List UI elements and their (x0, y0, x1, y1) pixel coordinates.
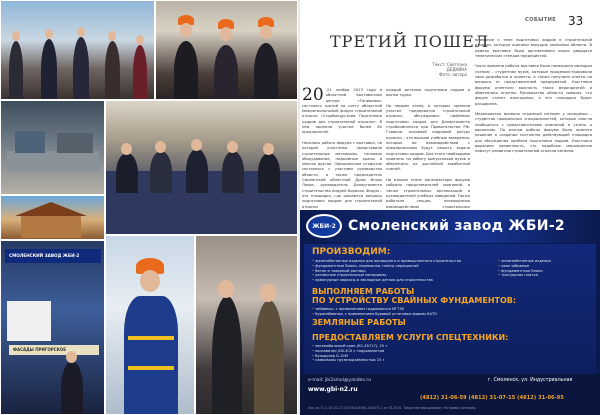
expo-banner-text: СМОЛЕНСКИЙ ЗАВОД ЖБИ-2 (9, 253, 80, 258)
piles-list (312, 307, 582, 317)
list-item: • фундаментные блоки, перемычки, плиты перекрытий (312, 264, 482, 269)
company-website: www.gbi-n2.ru (308, 386, 358, 393)
list-item: • буронабивных, с применением буровой установки фирмы КАТО (312, 312, 582, 317)
column-1-text: -21 ноября 2013 года в областном выставочном центре «Тенишевы» состоялся третий по счёту областной межрегиональный форум строительной отрасли «Стройиндустрия. Подготовка кадров для строительной отрасли». В нём приняли участие более 80 предприятий. Началась работа форума с выставки, на которой участники представили строительные материалы, тепловое оборудование, подъемные краны и многое другое. Официальное открытие состоялось с участием руководства области, а также председатель Смоленской областной Думы Игорь Ляхов, руководитель Департамента строительства Андрей Борисов. Форум – это площадка, где решаются вопросы подготовки кадров для строительной отрасли (302, 88, 382, 209)
article-column-2: каждой деталью подготовки кадров и рынка труда. На первом этапе, в котором приняли участие предприятия строительной отрасли, обсуждались проблемы подготовки кадров для Департамента стройкомплекса при Правительстве РФ. Главное: основной кадровый ресурс отрасли – это высшие учебные заведения, которые во взаимодействии с предприятиями будут решать задачи подготовки кадров. Для этого необходимо привлечь на работу выпускников вузов и обеспечить их достойной заработной платой. На втором этапе организаторы форума собрали представителей компаний, а также строительных организаций и руководителей учебных заведений. Также работала секция, посвящённая взаимодействию строительных (386, 88, 470, 209)
list-item: • сваи забивные (498, 264, 593, 269)
photo-ceremony (0, 0, 155, 100)
list-item: • экскаватор JCB-3CX с гидромолотом (312, 349, 582, 354)
photo-expo-stand (0, 240, 105, 415)
page-number: 33 (568, 14, 584, 28)
ad-footer (300, 374, 600, 415)
earthworks-title: ЗЕМЛЯНЫЕ РАБОТЫ (312, 318, 406, 327)
photo-worker-mannequin (105, 235, 195, 415)
advertisement (300, 210, 600, 415)
list-item: • бетон и товарный раствор (312, 269, 482, 274)
section-tag: СОБЫТИЕ (525, 17, 557, 23)
piles-title-1: ВЫПОЛНЯЕМ РАБОТЫ (312, 287, 415, 296)
list-item: • фундаментные блоки (498, 269, 593, 274)
photo-conversation (195, 235, 298, 415)
list-item: • самосвалы грузоподъёмностью 15 т (312, 358, 582, 363)
photo-model-house (0, 195, 105, 240)
photo-women-helmets (155, 0, 298, 100)
expo-sign-text: ФАСАДЫ ПРИГОРСКОЕ (13, 347, 67, 352)
company-name: Смоленский завод ЖБИ-2 (348, 218, 565, 234)
list-item: • арматурные каркасы и закладные детали для строительства (312, 278, 482, 283)
company-logo (306, 214, 342, 238)
article-column-1 (302, 85, 382, 210)
production-title: ПРОИЗВОДИМ: (312, 247, 391, 257)
company-phones: (4812) 31-06-59 (4812) 31-07-15 (4812) 31-06-95 (420, 395, 564, 401)
list-item: • автомобильный кран (КС-45717), 25 т (312, 344, 582, 349)
list-item: • бульдозер Б-10М (312, 354, 582, 359)
photo-credit-line: Фото: автора (439, 72, 467, 77)
production-list-left (312, 259, 482, 283)
article-credits (427, 62, 467, 77)
drop-cap: 20 (302, 85, 324, 105)
piles-title-2: ПО УСТРОЙСТВУ СВАЙНЫХ ФУНДАМЕНТОВ: (312, 296, 517, 305)
list-item: • железобетонные изделия для жилищного и промышленного строительства (312, 259, 482, 264)
logo-text: ЖБИ-2 (312, 222, 336, 230)
photo-audience (105, 100, 298, 235)
ad-header (300, 210, 600, 243)
list-item: • тротуарная плитка (498, 273, 593, 278)
company-address: г. Смоленск, ул. Индустриальная (488, 378, 573, 383)
ad-legal-note: Лиц. № ГС-1-67-02-27-0-6731026361-000275-1 от 03.2010. Товар сертифицирован. На правах рекламы. (308, 406, 477, 410)
article-column-3: внимание к теме подготовки кадров в строительной отрасли, которую оценили ведущие компании области. В рамках выставки было организовано около двадцати тематических стендов предприятий. Часть времени работы выставки была посвящена молодым ученым – студентам вузов, которые продемонстрировали свои разработки и проекты, а также получили ответы на вопросы от представителей предприятий. Участники форума отметили важность таких мероприятий и обменялись опытом. Руководство области заявило, что форум станет ежегодным, а его площадка будет расширена. Мероприятие вызвало огромный интерес у молодёжи – студентов профильных специальностей, которые смогли пообщаться с представителями компаний и узнать о вакансиях. По итогам работы форума было принято решение о создании постоянно действующей площадки для обсуждения проблем подготовки кадров. Участники выразили уверенность, что подобные мероприятия помогут развитию строительной отрасли региона. (475, 38, 592, 154)
company-email: e-mail: jbi2smol@yandex.ru (308, 378, 372, 383)
photo-exhibition-hall (0, 100, 105, 195)
author-line: Текст: Светлана ДЕДКИНА (432, 62, 467, 72)
list-item: • железобетонные изделия (498, 259, 593, 264)
rent-title: ПРЕДОСТАВЛЯЕМ УСЛУГИ СПЕЦТЕХНИКИ: (312, 333, 509, 342)
production-list-right (498, 259, 593, 278)
article-headline: ТРЕТИЙ ПОШЕЛ (330, 32, 490, 51)
ad-body (304, 244, 596, 374)
list-item: • различные строительные материалы (312, 273, 482, 278)
rent-list (312, 344, 582, 363)
list-item: • забивных, с применением гидромолота МГ750 (312, 307, 582, 312)
